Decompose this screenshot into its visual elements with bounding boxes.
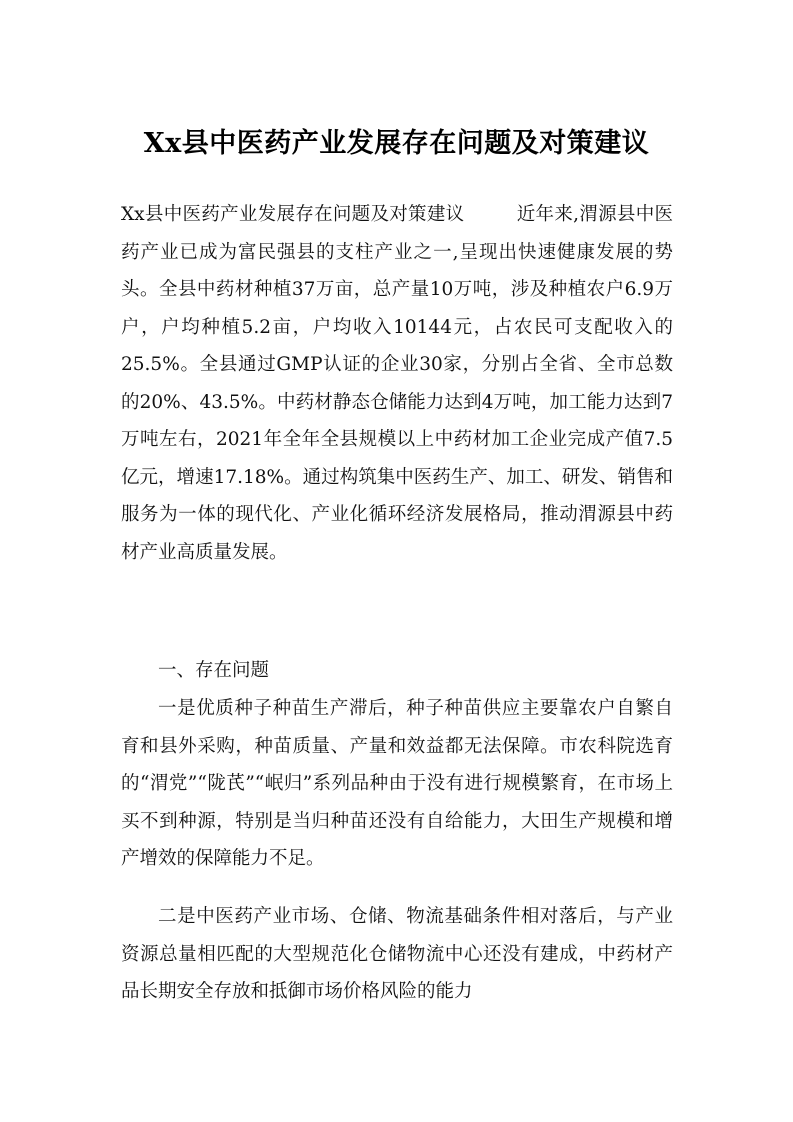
paragraph-1-text: 近年来,渭源县中医药产业已成为富民强县的支柱产业之一,呈现出快速健康发展的势头。全县中药材种植37万亩，总产量10万吨，涉及种植农户6.9万户，户均种植5.2亩，户均收入10144元，占农民可支配收入的25.5%。全县通过GMP认证的企业30家，分别占全省、全市总数的20%、43.5%。中药材静态仓储能力达到4万吨，加工能力达到7万吨左右，2021年全年全县规模以上中药材加工企业完成产值7.5亿元，增速17.18%。通过构筑集中医药生产、加工、研发、销售和服务为一体的现代化、产业化循环经济发展格局，推动渭源县中药材产业高质量发展。 [121,204,674,563]
paragraph-3: 二是中医药产业市场、仓储、物流基础条件相对落后，与产业资源总量相匹配的大型规范化仓储物流中心还没有建成，中药材产品长期安全存放和抵御市场价格风险的能力 [121,906,673,1002]
section-heading-issues: 一、存在问题 [158,660,270,681]
intro-lead-text: Xx县中医药产业发展存在问题及对策建议 [121,204,465,225]
intro-paragraph [121,196,673,571]
document-title: Xx县中医药产业发展存在问题及对策建议 [143,128,650,159]
paragraph-2: 一是优质种子种苗生产滞后，种子种苗供应主要靠农户自繁自育和县外采购，种苗质量、产量和效益都无法保障。市农科院选育的“渭党”“陇芪”“岷归”系列品种由于没有进行规模繁育，在市场上买不到种源，特别是当归种苗还没有自给能力，大田生产规模和增产增效的保障能力不足。 [121,698,673,869]
